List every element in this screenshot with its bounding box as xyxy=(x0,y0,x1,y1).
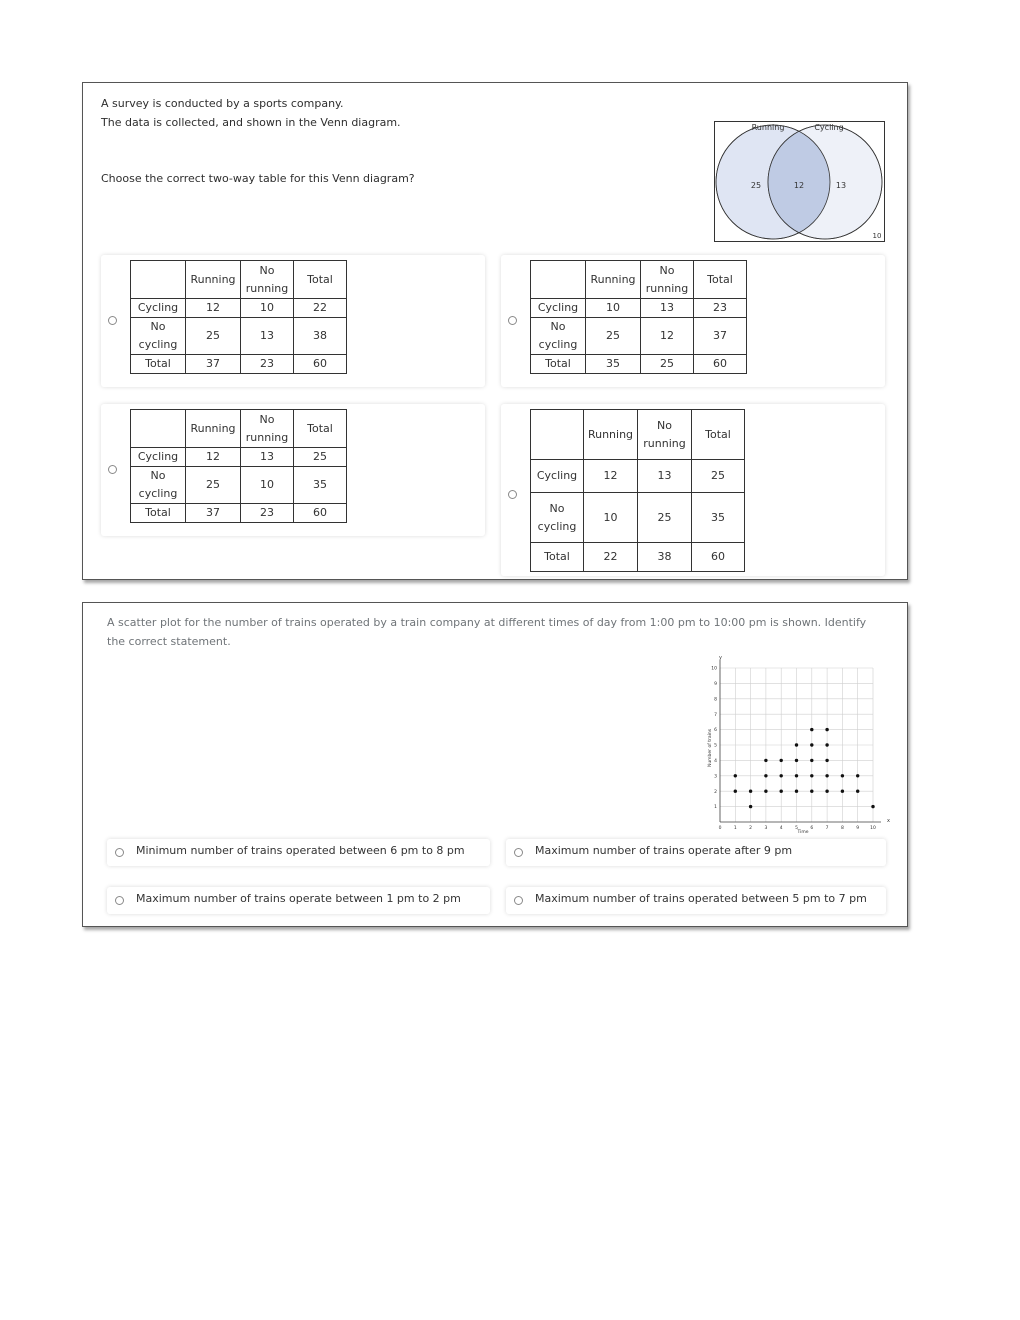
venn-value-cycling-only: 13 xyxy=(835,181,847,190)
header-no-running: No running xyxy=(241,410,294,448)
row-label: Total xyxy=(131,504,186,523)
answer-option-b[interactable] xyxy=(501,255,885,387)
data-point xyxy=(856,774,859,777)
two-way-table-a xyxy=(130,260,347,374)
y-tick-label: 2 xyxy=(714,789,717,795)
table-cell: 12 xyxy=(186,299,241,318)
radio-button-a[interactable] xyxy=(108,316,117,325)
table-cell: 37 xyxy=(186,504,241,523)
answer-option-3[interactable] xyxy=(107,887,490,914)
radio-button-3[interactable] xyxy=(115,896,124,905)
data-point xyxy=(856,790,859,793)
table-cell: 38 xyxy=(638,543,692,572)
venn-label-running: Running xyxy=(751,123,785,132)
x-tick-label: 4 xyxy=(779,826,783,831)
data-point xyxy=(810,728,813,731)
data-point xyxy=(795,743,798,746)
y-axis-label: Number of trains xyxy=(708,728,713,768)
row-label: No cycling xyxy=(531,318,586,355)
table-cell: 25 xyxy=(638,493,692,543)
option-3-label: Maximum number of trains operate between 1 pm to 2 pm xyxy=(136,892,461,905)
table-cell: 23 xyxy=(694,299,747,318)
y-tick-label: 4 xyxy=(714,759,717,764)
data-point xyxy=(734,774,737,777)
venn-label-cycling: Cycling xyxy=(814,123,844,132)
data-point xyxy=(825,743,828,746)
data-point xyxy=(871,805,874,808)
option-1-label: Minimum number of trains operated between 6 pm to 8 pm xyxy=(136,844,465,857)
x-tick-label: 9 xyxy=(856,826,860,831)
header-no-running: No running xyxy=(638,410,692,460)
row-label: Total xyxy=(531,543,584,572)
data-point xyxy=(825,790,828,793)
table-cell: 12 xyxy=(186,448,241,467)
answer-option-c[interactable] xyxy=(101,404,485,536)
radio-button-4[interactable] xyxy=(514,896,523,905)
data-point xyxy=(795,759,798,762)
x-tick-label: 1 xyxy=(733,826,737,831)
table-cell: 60 xyxy=(294,504,347,523)
data-point xyxy=(764,759,767,762)
data-point xyxy=(749,805,752,808)
data-point xyxy=(810,790,813,793)
plot-tick-labels xyxy=(711,666,876,831)
header-total: Total xyxy=(294,261,347,299)
x-tick-label: 7 xyxy=(825,826,829,831)
table-cell: 22 xyxy=(584,543,638,572)
data-point xyxy=(749,790,752,793)
x-tick-label: 5 xyxy=(795,826,798,831)
row-label: Total xyxy=(131,355,186,374)
question-2-panel xyxy=(82,602,908,927)
answer-option-2[interactable] xyxy=(506,839,886,866)
y-tick-label: 5 xyxy=(714,743,717,749)
question-1-line-2: The data is collected, and shown in the Venn diagram. xyxy=(101,116,401,129)
table-cell: 25 xyxy=(294,448,347,467)
table-corner xyxy=(531,410,584,460)
data-point xyxy=(841,774,844,777)
option-4-label: Maximum number of trains operated between 5 pm to 7 pm xyxy=(535,892,867,905)
question-1-line-1: A survey is conducted by a sports company. xyxy=(101,97,344,110)
two-way-table-b xyxy=(530,260,747,374)
y-tick-label: 1 xyxy=(714,805,717,811)
table-cell: 37 xyxy=(694,318,747,355)
answer-option-d[interactable] xyxy=(501,404,885,576)
venn-diagram xyxy=(714,121,885,242)
table-cell: 13 xyxy=(241,318,294,355)
table-cell: 35 xyxy=(692,493,745,543)
x-tick-label: 10 xyxy=(870,826,876,831)
data-point xyxy=(734,790,737,793)
row-label: No cycling xyxy=(131,467,186,504)
y-axis-letter: y xyxy=(719,655,722,661)
table-cell: 25 xyxy=(586,318,641,355)
venn-value-both: 12 xyxy=(793,181,805,190)
row-label: Total xyxy=(531,355,586,374)
table-cell: 10 xyxy=(584,493,638,543)
plot-axes xyxy=(720,660,881,822)
table-corner xyxy=(131,410,186,448)
table-cell: 13 xyxy=(241,448,294,467)
data-point xyxy=(795,774,798,777)
table-cell: 25 xyxy=(692,460,745,493)
radio-button-b[interactable] xyxy=(508,316,517,325)
header-running: Running xyxy=(584,410,638,460)
table-cell: 35 xyxy=(294,467,347,504)
y-tick-label: 6 xyxy=(714,728,717,734)
x-tick-label: 0 xyxy=(718,826,722,831)
x-tick-label: 2 xyxy=(749,826,753,831)
data-point xyxy=(825,728,828,731)
table-cell: 60 xyxy=(694,355,747,374)
table-cell: 22 xyxy=(294,299,347,318)
table-cell: 10 xyxy=(586,299,641,318)
question-1-prompt: Choose the correct two-way table for this Venn diagram? xyxy=(101,172,415,185)
x-tick-label: 3 xyxy=(764,826,768,831)
x-tick-label: 6 xyxy=(810,826,814,831)
data-point xyxy=(841,790,844,793)
table-cell: 60 xyxy=(294,355,347,374)
row-label: Cycling xyxy=(131,448,186,467)
row-label: No cycling xyxy=(131,318,186,355)
data-point xyxy=(780,774,783,777)
x-axis-letter: x xyxy=(887,818,890,824)
y-tick-label: 7 xyxy=(714,712,717,718)
table-cell: 13 xyxy=(641,299,694,318)
data-point xyxy=(764,774,767,777)
data-point xyxy=(795,790,798,793)
row-label: Cycling xyxy=(531,460,584,493)
data-point xyxy=(810,774,813,777)
x-tick-label: 8 xyxy=(840,826,844,831)
table-cell: 37 xyxy=(186,355,241,374)
y-tick-label: 8 xyxy=(714,697,717,703)
scatter-plot xyxy=(703,653,893,838)
table-cell: 25 xyxy=(641,355,694,374)
radio-button-1[interactable] xyxy=(115,848,124,857)
two-way-table-c xyxy=(130,409,347,523)
header-total: Total xyxy=(694,261,747,299)
radio-button-d[interactable] xyxy=(508,490,517,499)
data-point xyxy=(810,759,813,762)
y-tick-label: 3 xyxy=(714,774,717,780)
question-1-panel xyxy=(82,82,908,580)
table-cell: 12 xyxy=(641,318,694,355)
two-way-table-d xyxy=(530,409,745,572)
table-cell: 12 xyxy=(584,460,638,493)
plot-points xyxy=(734,728,875,808)
header-total: Total xyxy=(294,410,347,448)
table-cell: 35 xyxy=(586,355,641,374)
table-cell: 13 xyxy=(638,460,692,493)
header-running: Running xyxy=(186,410,241,448)
data-point xyxy=(825,759,828,762)
table-cell: 23 xyxy=(241,504,294,523)
data-point xyxy=(780,759,783,762)
data-point xyxy=(810,743,813,746)
table-cell: 10 xyxy=(241,299,294,318)
table-cell: 60 xyxy=(692,543,745,572)
header-running: Running xyxy=(186,261,241,299)
answer-option-1[interactable] xyxy=(107,839,490,866)
venn-value-running-only: 25 xyxy=(750,181,762,190)
table-cell: 25 xyxy=(186,467,241,504)
header-no-running: No running xyxy=(241,261,294,299)
x-axis-label: Time xyxy=(797,830,809,835)
table-cell: 25 xyxy=(186,318,241,355)
data-point xyxy=(780,790,783,793)
row-label: Cycling xyxy=(531,299,586,318)
header-no-running: No running xyxy=(641,261,694,299)
radio-button-2[interactable] xyxy=(514,848,523,857)
answer-option-4[interactable] xyxy=(506,887,886,914)
row-label: Cycling xyxy=(131,299,186,318)
table-corner xyxy=(131,261,186,299)
y-tick-label: 10 xyxy=(711,666,717,672)
radio-button-c[interactable] xyxy=(108,465,117,474)
question-2-text: A scatter plot for the number of trains operated by a train company at different times of day from 1:00 pm to 10:00 pm is shown. Identify the correct statement. xyxy=(107,616,867,648)
row-label: No cycling xyxy=(531,493,584,543)
data-point xyxy=(825,774,828,777)
table-cell: 10 xyxy=(241,467,294,504)
y-tick-label: 9 xyxy=(714,682,717,687)
header-total: Total xyxy=(692,410,745,460)
data-point xyxy=(764,790,767,793)
venn-value-outside: 10 xyxy=(872,232,882,240)
table-cell: 38 xyxy=(294,318,347,355)
option-2-label: Maximum number of trains operate after 9 pm xyxy=(535,844,793,857)
answer-option-a[interactable] xyxy=(101,255,485,387)
table-cell: 23 xyxy=(241,355,294,374)
header-running: Running xyxy=(586,261,641,299)
table-corner xyxy=(531,261,586,299)
